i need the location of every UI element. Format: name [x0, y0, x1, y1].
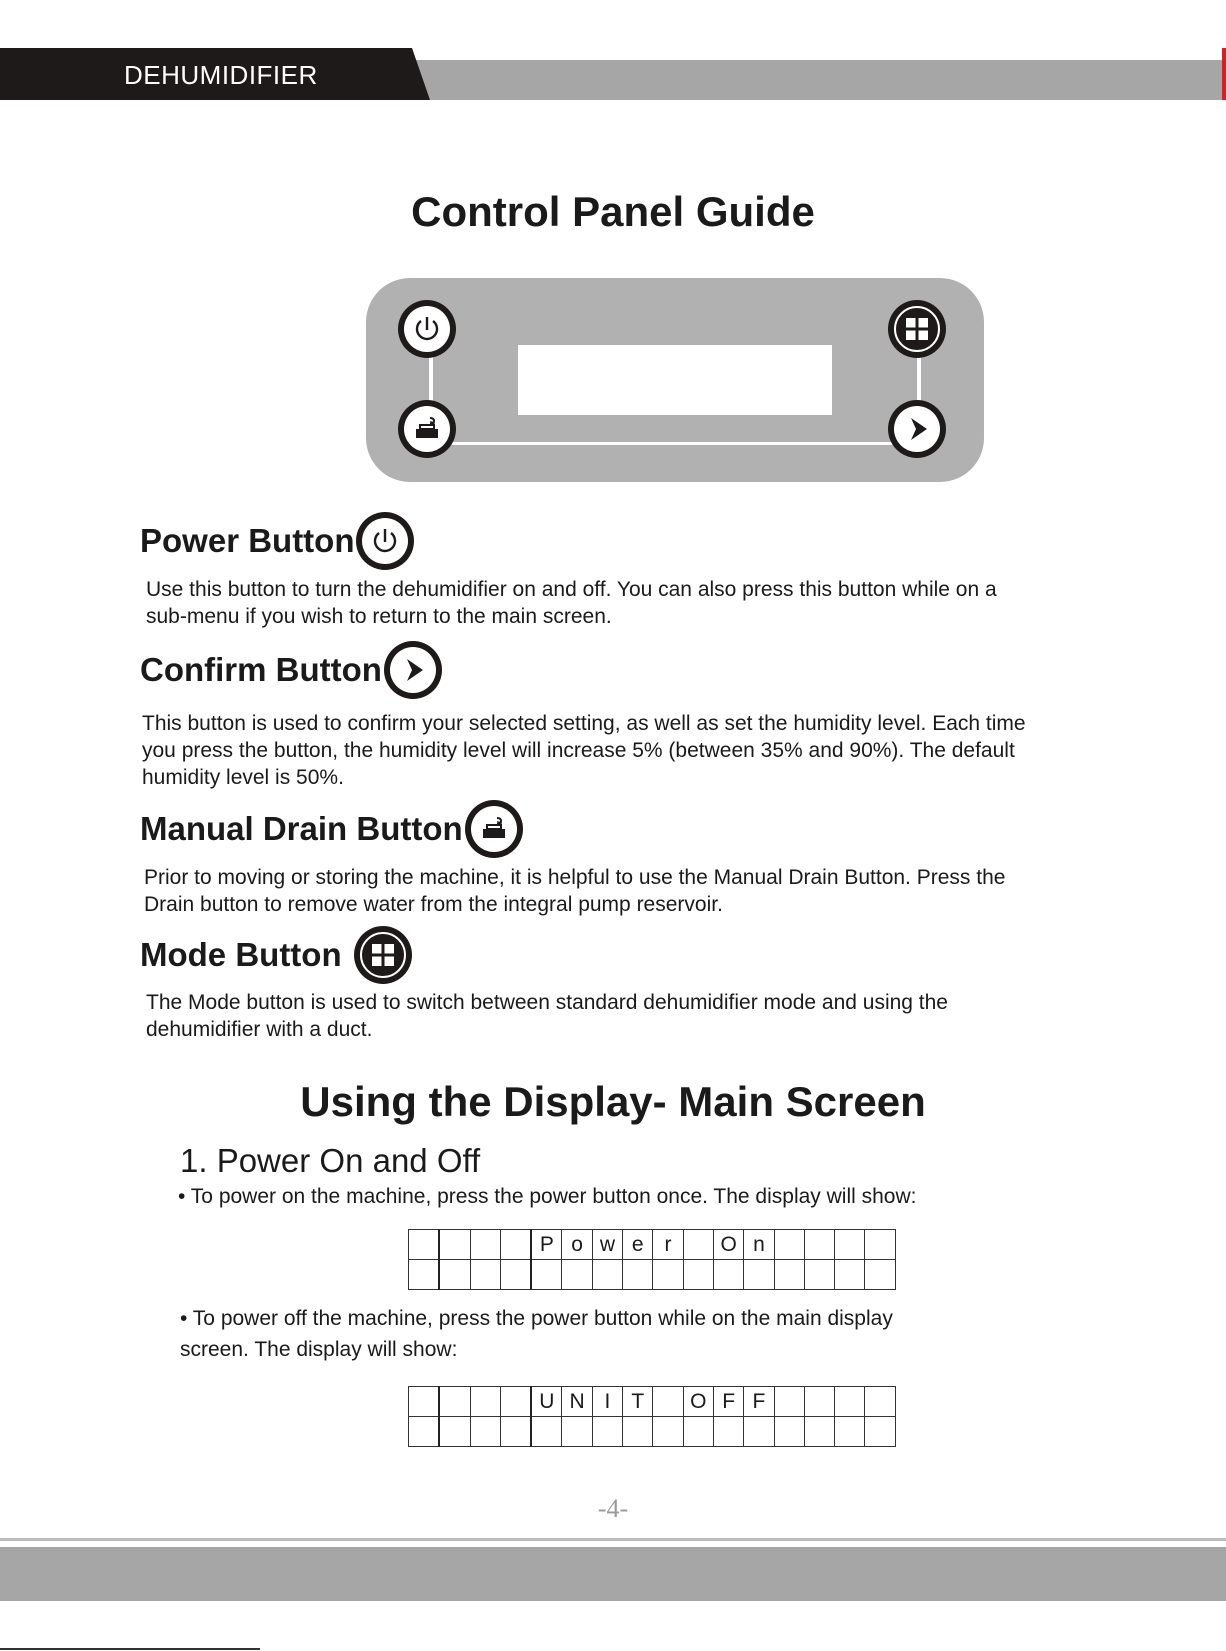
lcd-cell [439, 1387, 470, 1417]
lcd-display-unit-off [408, 1386, 896, 1447]
lcd-cell [592, 1417, 622, 1447]
grid-icon [369, 941, 397, 969]
power-icon [369, 525, 401, 557]
lcd-display-power-on [408, 1229, 896, 1290]
text-line: sub-menu if you wish to return to the main screen. [146, 605, 612, 628]
lcd-cell: N [562, 1387, 592, 1417]
play-arrow-icon [902, 414, 932, 444]
panel-mode-button [888, 300, 946, 358]
text-line: screen. The display will show: [180, 1338, 458, 1361]
header-bar [0, 48, 1226, 100]
control-panel-illustration [366, 278, 984, 482]
lcd-cell: o [562, 1230, 592, 1260]
drain-button-description [144, 864, 1005, 918]
text-line: humidity level is 50%. [142, 766, 344, 789]
lcd-cell [562, 1260, 592, 1290]
footer-line [0, 1538, 1226, 1541]
lcd-cell [683, 1230, 713, 1260]
lcd-cell: P [531, 1230, 562, 1260]
lcd-cell [500, 1387, 531, 1417]
lcd-cell [439, 1230, 470, 1260]
lcd-cell [865, 1387, 895, 1417]
text-line: Drain button to remove water from the integral pump reservoir. [144, 893, 723, 916]
lcd-cell [470, 1260, 500, 1290]
play-arrow-icon [398, 655, 428, 685]
lcd-cell: U [531, 1387, 562, 1417]
lcd-cell: F [713, 1387, 743, 1417]
text-line: you press the button, the humidity level will increase 5% (between 35% and 90%). The default [142, 739, 1015, 762]
lcd-cell [470, 1230, 500, 1260]
lcd-cell [744, 1260, 774, 1290]
drain-icon [478, 813, 510, 845]
lcd-cell [835, 1260, 865, 1290]
lcd-cell [439, 1417, 470, 1447]
lcd-cell [531, 1417, 562, 1447]
lcd-cell [744, 1417, 774, 1447]
lcd-cell [713, 1417, 743, 1447]
lcd-cell [865, 1230, 895, 1260]
grid-icon [903, 315, 931, 343]
lcd-cell [592, 1260, 622, 1290]
lcd-cell: n [744, 1230, 774, 1260]
lcd-cell [774, 1387, 804, 1417]
lcd-cell [713, 1260, 743, 1290]
lcd-cell [835, 1230, 865, 1260]
lcd-cell [774, 1260, 804, 1290]
lcd-cell [774, 1230, 804, 1260]
lcd-cell [804, 1387, 834, 1417]
lcd-cell [683, 1260, 713, 1290]
lcd-cell [531, 1260, 562, 1290]
lcd-cell: r [653, 1230, 683, 1260]
panel-power-button [398, 300, 456, 358]
panel-confirm-button [888, 400, 946, 458]
lcd-cell [500, 1260, 531, 1290]
confirm-button-badge [384, 641, 442, 699]
lcd-cell [562, 1417, 592, 1447]
lcd-cell: w [592, 1230, 622, 1260]
mode-button-badge [354, 926, 412, 984]
power-button-heading [140, 512, 414, 570]
confirm-button-heading [140, 641, 442, 699]
drain-button-heading [140, 800, 523, 858]
panel-drain-button [398, 400, 456, 458]
lcd-cell [865, 1260, 895, 1290]
power-button-description [146, 576, 997, 630]
lcd-cell [653, 1387, 683, 1417]
drain-button-badge [465, 800, 523, 858]
lcd-cell [623, 1417, 653, 1447]
lcd-cell: O [683, 1387, 713, 1417]
text-line: Prior to moving or storing the machine, it is helpful to use the Manual Drain Button. Press the [144, 866, 1006, 889]
lcd-cell [653, 1417, 683, 1447]
lcd-cell [683, 1417, 713, 1447]
lcd-cell [409, 1417, 440, 1447]
header-gray-band [380, 60, 1226, 100]
power-icon [411, 313, 443, 345]
lcd-cell [500, 1230, 531, 1260]
drain-icon [411, 413, 443, 445]
lcd-cell [623, 1260, 653, 1290]
lcd-cell [804, 1260, 834, 1290]
power-on-off-subtitle: 1. Power On and Off [180, 1142, 481, 1179]
header-title: DEHUMIDIFIER [124, 60, 318, 90]
section-title: Mode Button [140, 936, 342, 973]
footer-bar [0, 1547, 1226, 1601]
lcd-cell [835, 1417, 865, 1447]
lcd-cell [409, 1230, 440, 1260]
text-line: The Mode button is used to switch between standard dehumidifier mode and using the [146, 991, 948, 1014]
lcd-cell [500, 1417, 531, 1447]
lcd-cell [470, 1417, 500, 1447]
mode-button-heading [140, 926, 412, 984]
text-line: This button is used to confirm your selected setting, as well as set the humidity level. Each time [142, 712, 1026, 735]
lcd-screen [518, 345, 832, 415]
display-section-title: Using the Display- Main Screen [300, 1078, 926, 1125]
lcd-cell [470, 1387, 500, 1417]
footer-underline [0, 1648, 260, 1650]
power-on-instruction: • To power on the machine, press the power button once. The display will show: [178, 1185, 917, 1208]
lcd-cell: T [623, 1387, 653, 1417]
lcd-cell: I [592, 1387, 622, 1417]
panel-line-bottom [429, 442, 921, 445]
lcd-cell [774, 1417, 804, 1447]
confirm-button-description [142, 710, 1026, 791]
mode-button-description [146, 989, 948, 1043]
lcd-cell: F [744, 1387, 774, 1417]
lcd-cell: O [713, 1230, 743, 1260]
text-line: dehumidifier with a duct. [146, 1018, 373, 1041]
lcd-cell [439, 1260, 470, 1290]
lcd-cell [409, 1260, 440, 1290]
header-red-accent [1222, 48, 1226, 100]
lcd-cell [835, 1387, 865, 1417]
lcd-cell [804, 1230, 834, 1260]
section-title: Power Button [140, 522, 355, 559]
text-line: Use this button to turn the dehumidifier on and off. You can also press this button while on a [146, 578, 997, 601]
text-line: • To power off the machine, press the power button while on the main display [180, 1307, 893, 1330]
power-off-instruction [180, 1303, 893, 1365]
page-number: -4- [597, 1494, 629, 1523]
lcd-cell [804, 1417, 834, 1447]
section-title: Manual Drain Button [140, 810, 463, 847]
power-button-badge [356, 512, 414, 570]
page-title: Control Panel Guide [411, 188, 815, 235]
lcd-cell [409, 1387, 440, 1417]
section-title: Confirm Button [140, 651, 382, 688]
lcd-cell [653, 1260, 683, 1290]
lcd-cell: e [623, 1230, 653, 1260]
lcd-cell [865, 1417, 895, 1447]
